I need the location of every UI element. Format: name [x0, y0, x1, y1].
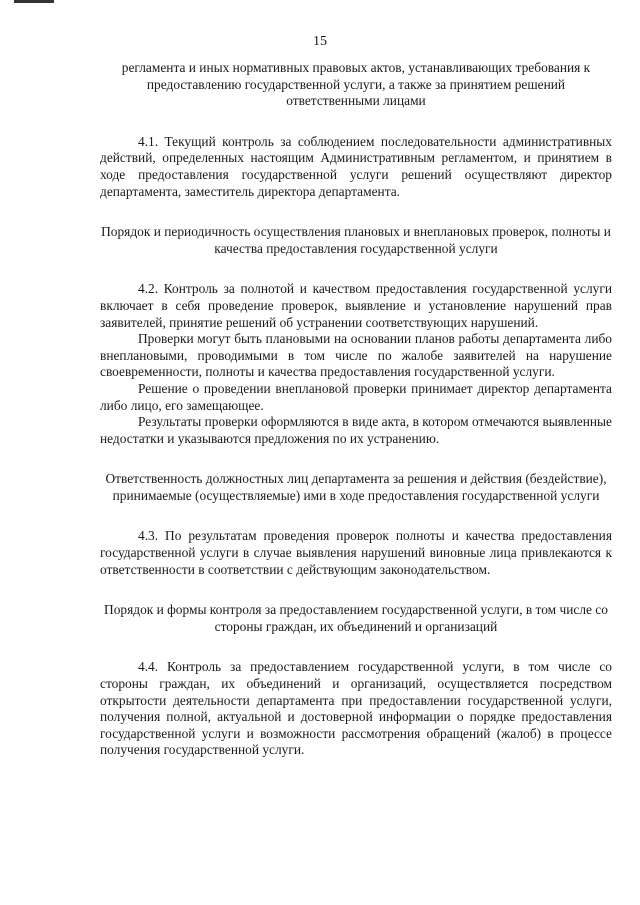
page-number: 15 [313, 34, 327, 49]
section-heading-intro: регламента и иных нормативных правовых актов, устанавливающих требования к предоставлению государственной услуги, а также за принятием решений ответственными лицами [121, 60, 591, 109]
paragraph-4-2-results: Результаты проверки оформляются в виде акта, в котором отмечаются выявленные недостатки и указываются предложения по их устранению. [100, 414, 612, 446]
section-heading-responsibility: Ответственность должностных лиц департамента за решения и действия (бездействие), принимаемые (осуществляемые) ими в ходе предоставления государственной услуги [105, 471, 607, 503]
paragraph-4-2-inspections: Проверки могут быть плановыми на основании планов работы департамента либо внеплановыми, проводимыми в том числе по жалобе заявителей на нарушение своевременности, полноты и качества предоставления государственной услуги. [100, 331, 612, 380]
scan-edge-mark [14, 0, 54, 3]
paragraph-4-1: 4.1. Текущий контроль за соблюдением последовательности административных действий, определенных настоящим Административным регламентом, и принятием в ходе предоставления государственной услуги решений осуществляют директор департамента, заместитель директора департамента. [100, 133, 612, 199]
paragraph-4-2-decision: Решение о проведении внеплановой проверки принимает директор департамента либо лицо, его замещающее. [100, 380, 612, 413]
paragraph-4-4: 4.4. Контроль за предоставлением государственной услуги, в том числе со стороны граждан, их объединений и организаций, осуществляется посредством открытости деятельности департамента при предоставлении государственной услуги, получения полной, актуальной и достоверной информации о порядке предоставления государственной услуги и возможности рассмотрения обращений (жалоб) в процессе получения государственной услуги. [100, 659, 612, 758]
document-body [100, 60, 612, 759]
paragraph-4-3: 4.3. По результатам проведения проверок полноты и качества предоставления государственной услуги в случае выявления нарушений виновные лица привлекаются к ответственности в соответствии с действующим законодательством. [100, 528, 612, 577]
section-heading-control-forms: Порядок и формы контроля за предоставлением государственной услуги, в том числе со стороны граждан, их объединений и организаций [104, 602, 608, 634]
section-heading-inspections: Порядок и периодичность осуществления плановых и внеплановых проверок, полноты и качества предоставления государственной услуги [101, 224, 611, 256]
paragraph-4-2: 4.2. Контроль за полнотой и качеством предоставления государственной услуги включает в себя проведение проверок, выявление и установление нарушений прав заявителей, принятие решений об устранении соответствующих нарушений. [100, 281, 612, 330]
